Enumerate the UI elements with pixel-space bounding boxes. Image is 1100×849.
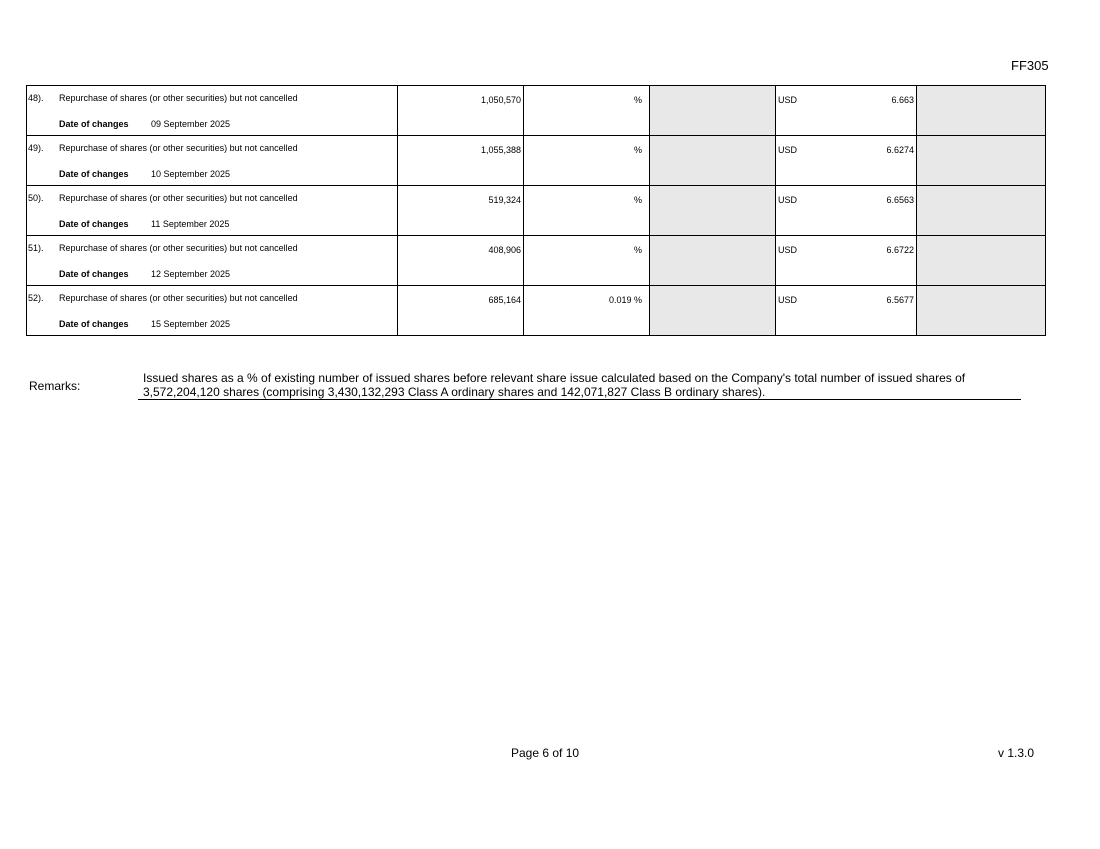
shaded-cell — [650, 236, 776, 286]
date-of-changes-label: Date of changes — [59, 119, 129, 129]
number-of-shares: 1,050,570 — [480, 95, 521, 105]
shaded-cell — [917, 236, 1046, 286]
date-of-changes-label: Date of changes — [59, 269, 129, 279]
change-description: Repurchase of shares (or other securities) but not cancelled — [59, 93, 298, 103]
price-per-share: 6.663 — [891, 95, 914, 105]
table-row — [27, 136, 1046, 186]
shaded-cell — [650, 286, 776, 336]
description-cell — [27, 286, 398, 336]
date-of-changes-label: Date of changes — [59, 219, 129, 229]
date-of-changes-value: 11 September 2025 — [151, 219, 230, 229]
currency-code: USD — [778, 195, 798, 205]
row-number: 51). — [28, 243, 44, 253]
currency-code: USD — [778, 245, 798, 255]
percent-sign: % — [633, 95, 642, 105]
currency-code: USD — [778, 95, 798, 105]
description-cell — [27, 186, 398, 236]
shaded-cell — [917, 186, 1046, 236]
description-cell — [27, 236, 398, 286]
price-per-share: 6.6563 — [886, 195, 914, 205]
percentage-cell — [524, 136, 650, 186]
change-description: Repurchase of shares (or other securities) but not cancelled — [59, 243, 298, 253]
date-of-changes-value: 10 September 2025 — [151, 169, 231, 179]
price-per-share: 6.6722 — [886, 245, 914, 255]
percentage-value — [634, 145, 642, 155]
currency-code: USD — [778, 295, 798, 305]
number-of-shares: 1,055,388 — [480, 145, 521, 155]
date-of-changes-label: Date of changes — [59, 169, 129, 179]
date-of-changes-label: Date of changes — [59, 319, 129, 329]
table-row — [27, 286, 1046, 336]
page-number: Page 6 of 10 — [511, 746, 580, 760]
number-of-shares: 408,906 — [488, 245, 521, 255]
shares-cell — [398, 86, 524, 136]
percentage-number: 0.019 — [608, 295, 632, 305]
shaded-cell — [650, 86, 776, 136]
date-of-changes-value: 12 September 2025 — [151, 269, 231, 279]
percent-sign: % — [633, 195, 642, 205]
percentage-cell — [524, 186, 650, 236]
price-per-share: 6.6274 — [886, 145, 914, 155]
row-number: 52). — [28, 293, 44, 303]
shares-cell — [398, 186, 524, 236]
remarks-label: Remarks: — [29, 379, 81, 393]
shares-cell — [398, 236, 524, 286]
shares-cell — [398, 136, 524, 186]
table-row — [27, 86, 1046, 136]
price-cell — [776, 286, 917, 336]
date-of-changes-value: 09 September 2025 — [151, 119, 231, 129]
percentage-value — [634, 95, 642, 105]
price-per-share: 6.5677 — [886, 295, 914, 305]
row-number: 48). — [28, 93, 44, 103]
price-cell — [776, 86, 917, 136]
shaded-cell — [650, 186, 776, 236]
percent-sign: % — [633, 245, 642, 255]
description-cell — [27, 136, 398, 186]
shaded-cell — [650, 136, 776, 186]
shaded-cell — [917, 86, 1046, 136]
description-cell — [27, 86, 398, 136]
number-of-shares: 685,164 — [488, 295, 521, 305]
percentage-value — [609, 295, 642, 305]
row-number: 50). — [28, 193, 44, 203]
number-of-shares: 519,324 — [488, 195, 521, 205]
percentage-cell — [524, 236, 650, 286]
change-description: Repurchase of shares (or other securities) but not cancelled — [59, 143, 298, 153]
form-code: FF305 — [1011, 58, 1049, 73]
table-row — [27, 186, 1046, 236]
percentage-value — [634, 245, 642, 255]
date-of-changes-value: 15 September 2025 — [151, 319, 231, 329]
change-description: Repurchase of shares (or other securities) but not cancelled — [59, 293, 298, 303]
percent-sign: % — [633, 145, 642, 155]
table-row — [27, 236, 1046, 286]
shaded-cell — [917, 286, 1046, 336]
share-changes-table — [26, 85, 1046, 336]
percentage-cell — [524, 86, 650, 136]
percentage-cell — [524, 286, 650, 336]
remarks-text: Issued shares as a % of existing number of issued shares before relevant share issue calculated based on the Company's total number of issued shares of 3,572,204,120 shares (comprising 3,430,132,293 Class A ordinary shares and 142,071,827 Class B ordinary shares). — [138, 371, 1021, 400]
price-cell — [776, 186, 917, 236]
version-label: v 1.3.0 — [998, 746, 1035, 760]
shaded-cell — [917, 136, 1046, 186]
row-number: 49). — [28, 143, 44, 153]
currency-code: USD — [778, 145, 798, 155]
shares-cell — [398, 286, 524, 336]
price-cell — [776, 236, 917, 286]
price-cell — [776, 136, 917, 186]
change-description: Repurchase of shares (or other securities) but not cancelled — [59, 193, 298, 203]
percentage-value — [634, 195, 642, 205]
percent-sign: % — [633, 295, 642, 305]
